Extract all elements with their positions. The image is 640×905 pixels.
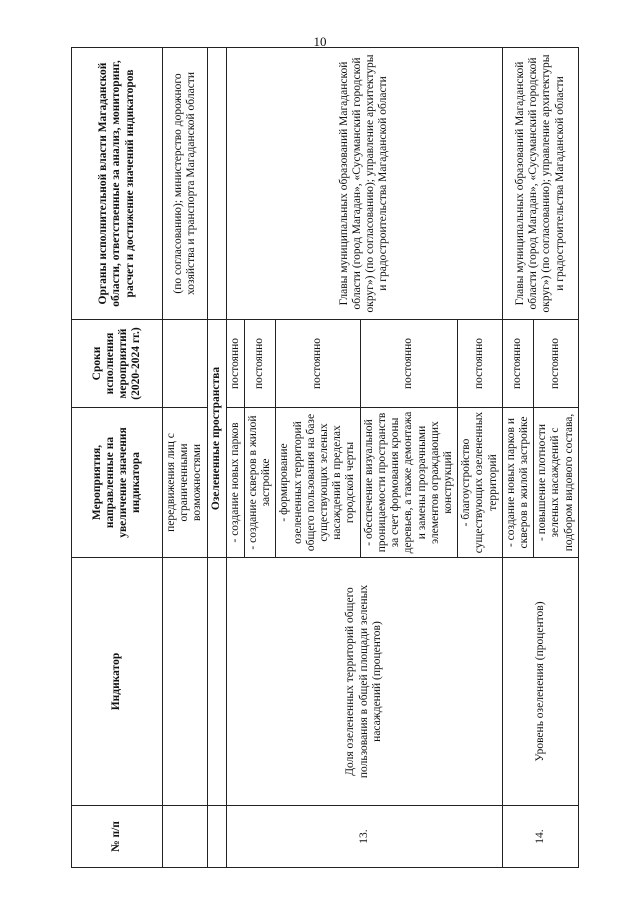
row13-term-1: постоянно <box>226 320 244 408</box>
row13-measure-2: - создание скверов в жилой застройке <box>244 408 275 558</box>
row13-authority: Главы муниципальных образований Магаданской области (город Магадан», «Сусуманский городской округ») (по согласованию); управление архитектуры и градостроительства Магаданской области <box>226 48 502 320</box>
row13-measure-5: - благоустройство существующих озелененных территорий <box>458 408 503 558</box>
row13-term-4: постоянно <box>360 320 458 408</box>
rotated-table-container <box>71 48 575 868</box>
row14-measure-1: - создание новых парков и скверов в жилой застройке <box>502 408 533 558</box>
row13-measure-1: - создание новых парков <box>226 408 244 558</box>
row13-term-3: постоянно <box>276 320 360 408</box>
row14-num: 14. <box>502 806 578 868</box>
row13-measure-4: - обеспечение визуальной проницаемости пространств за счет формования кроны деревьев, а также демонтажа и замены прозрачными элементов ограждающих конструкций <box>360 408 458 558</box>
row13-term-5: постоянно <box>458 320 503 408</box>
continuation-row <box>163 48 208 868</box>
row14-term-1: постоянно <box>502 320 533 408</box>
table-row <box>226 48 244 868</box>
row14-indicator: Уровень озеленения (процентов) <box>502 558 578 806</box>
page-number: 10 <box>313 34 327 49</box>
table-row <box>502 48 533 868</box>
section-row <box>207 48 226 868</box>
row13-num: 13. <box>226 806 502 868</box>
continuation-measure: передвижения лиц с ограниченными возможностями <box>163 408 208 558</box>
header-measures: Мероприятия, направленные на увеличение значения индикатора <box>72 408 163 558</box>
continuation-authority: (по согласованию); министерство дорожного хозяйства и транспорта Магаданской области <box>163 48 208 320</box>
section-title: Озелененные пространства <box>207 320 226 558</box>
header-indicator: Индикатор <box>72 558 163 806</box>
row14-authority: Главы муниципальных образований Магаданской области (город Магадан», «Сусуманский городской округ») (по согласованию); управление архитектуры и градостроительства Магаданской области <box>502 48 578 320</box>
indicators-table <box>71 47 579 868</box>
row13-indicator: Доля озелененных территорий общего пользования в общей площади зеленых насаждений (процентов) <box>226 558 502 806</box>
row13-term-2: постоянно <box>244 320 275 408</box>
header-num: № п/п <box>72 806 163 868</box>
table-header-row <box>72 48 163 868</box>
row13-measure-3: - формирование озелененных территорий общего пользования на базе существующих зеленых насаждений в пределах городской черты <box>276 408 360 558</box>
row14-term-2: постоянно <box>534 320 579 408</box>
header-authorities: Органы исполнительной власти Магаданской области, ответственные за анализ, мониторинг, расчет и достижение значений индикаторов <box>72 48 163 320</box>
header-terms: Сроки исполнения мероприятий (2020-2024 гг.) <box>72 320 163 408</box>
row14-measure-2: - повышение плотности зеленых насаждений с подбором видового состава, <box>534 408 579 558</box>
